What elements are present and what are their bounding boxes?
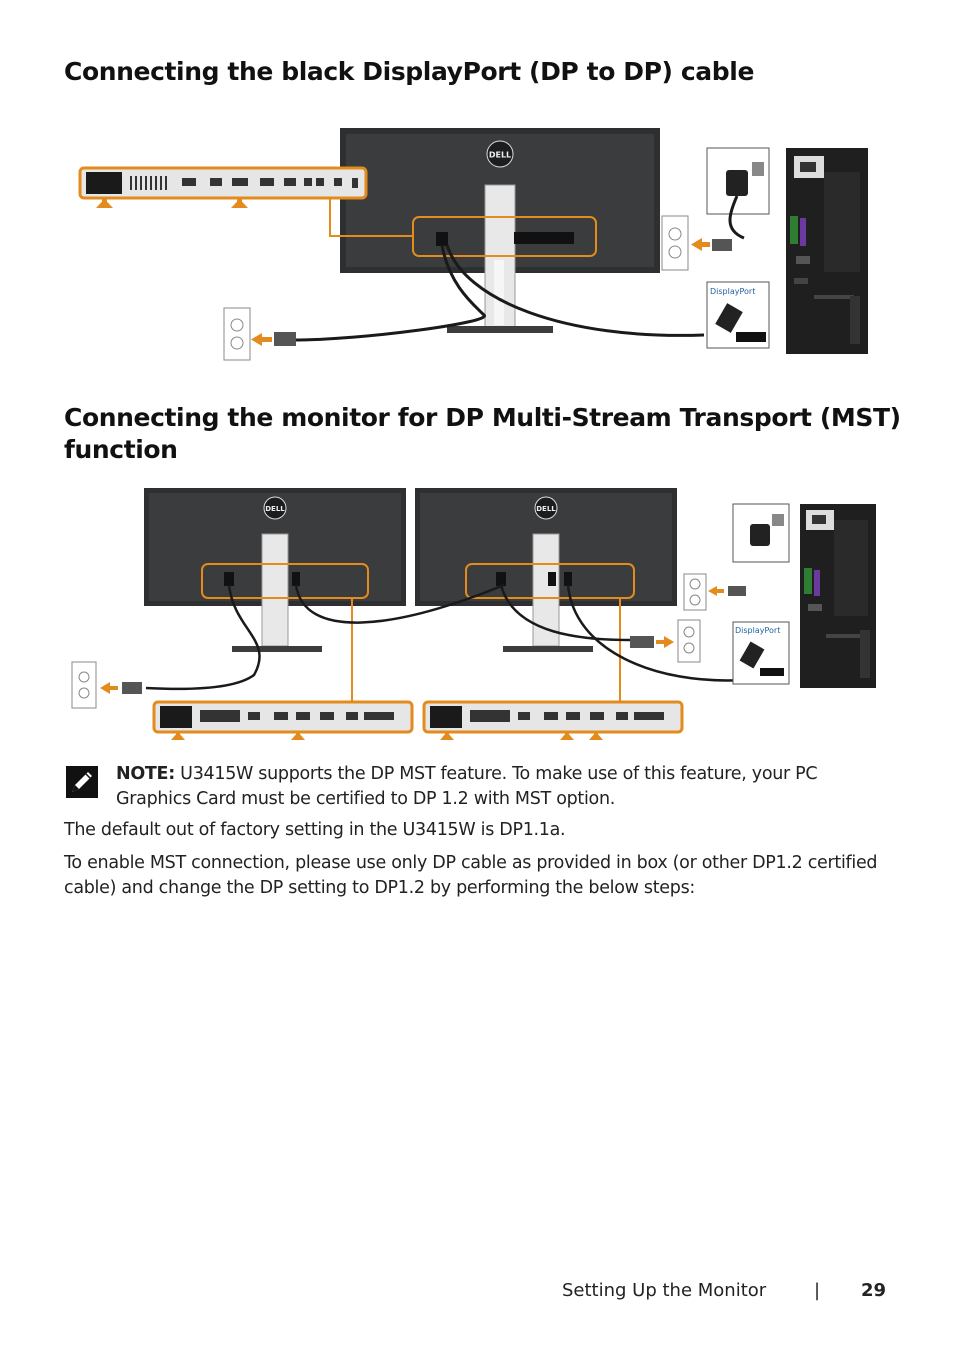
default-setting-paragraph: The default out of factory setting in the U3415W is DP1.1a. <box>64 820 566 840</box>
svg-text:DELL: DELL <box>536 505 556 513</box>
dp-cable-connection-diagram <box>64 110 874 365</box>
io-panel-closeup-1 <box>154 702 412 732</box>
svg-text:DELL: DELL <box>488 150 512 160</box>
note-label: NOTE: <box>116 764 175 784</box>
wall-outlet-right <box>662 216 688 270</box>
note-body: U3415W supports the DP MST feature. To make use of this feature, your PC Graphics Card must be certified to DP 1.2 with MST option. <box>116 764 818 809</box>
mst-connection-diagram <box>64 480 884 742</box>
svg-text:DisplayPort: DisplayPort <box>735 626 781 635</box>
outlet-arrow-right <box>691 238 710 251</box>
note-pencil-icon <box>66 766 98 798</box>
section-title-mst: Connecting the monitor for DP Multi-Stream Transport (MST) function <box>64 403 901 464</box>
dell-logo <box>487 141 513 167</box>
desktop-pc-tower <box>786 148 868 354</box>
svg-text:DisplayPort: DisplayPort <box>710 287 756 296</box>
wall-outlet-3 <box>678 620 700 662</box>
note-text <box>116 762 896 812</box>
enable-mst-paragraph: To enable MST connection, please use only DP cable as provided in box (or other DP1.2 certified cable) and change the DP setting to DP1.2 by performing the below steps: <box>64 853 878 898</box>
desktop-pc-tower <box>800 504 876 688</box>
outlet-arrow-left <box>251 333 272 346</box>
wall-outlet-2 <box>684 574 706 610</box>
page-number: 29 <box>861 1280 887 1301</box>
wall-outlet-1 <box>72 662 96 708</box>
wall-outlet-left <box>224 308 250 360</box>
footer-separator: | <box>814 1280 821 1301</box>
monitor-stand-base <box>447 326 553 333</box>
footer-section-title: Setting Up the Monitor <box>562 1280 767 1301</box>
monitor-1 <box>144 488 406 652</box>
monitor-2 <box>415 488 677 652</box>
section-title-dp-cable: Connecting the black DisplayPort (DP to DP) cable <box>64 57 754 86</box>
svg-text:DELL: DELL <box>265 505 285 513</box>
io-panel-closeup-2 <box>424 702 682 732</box>
